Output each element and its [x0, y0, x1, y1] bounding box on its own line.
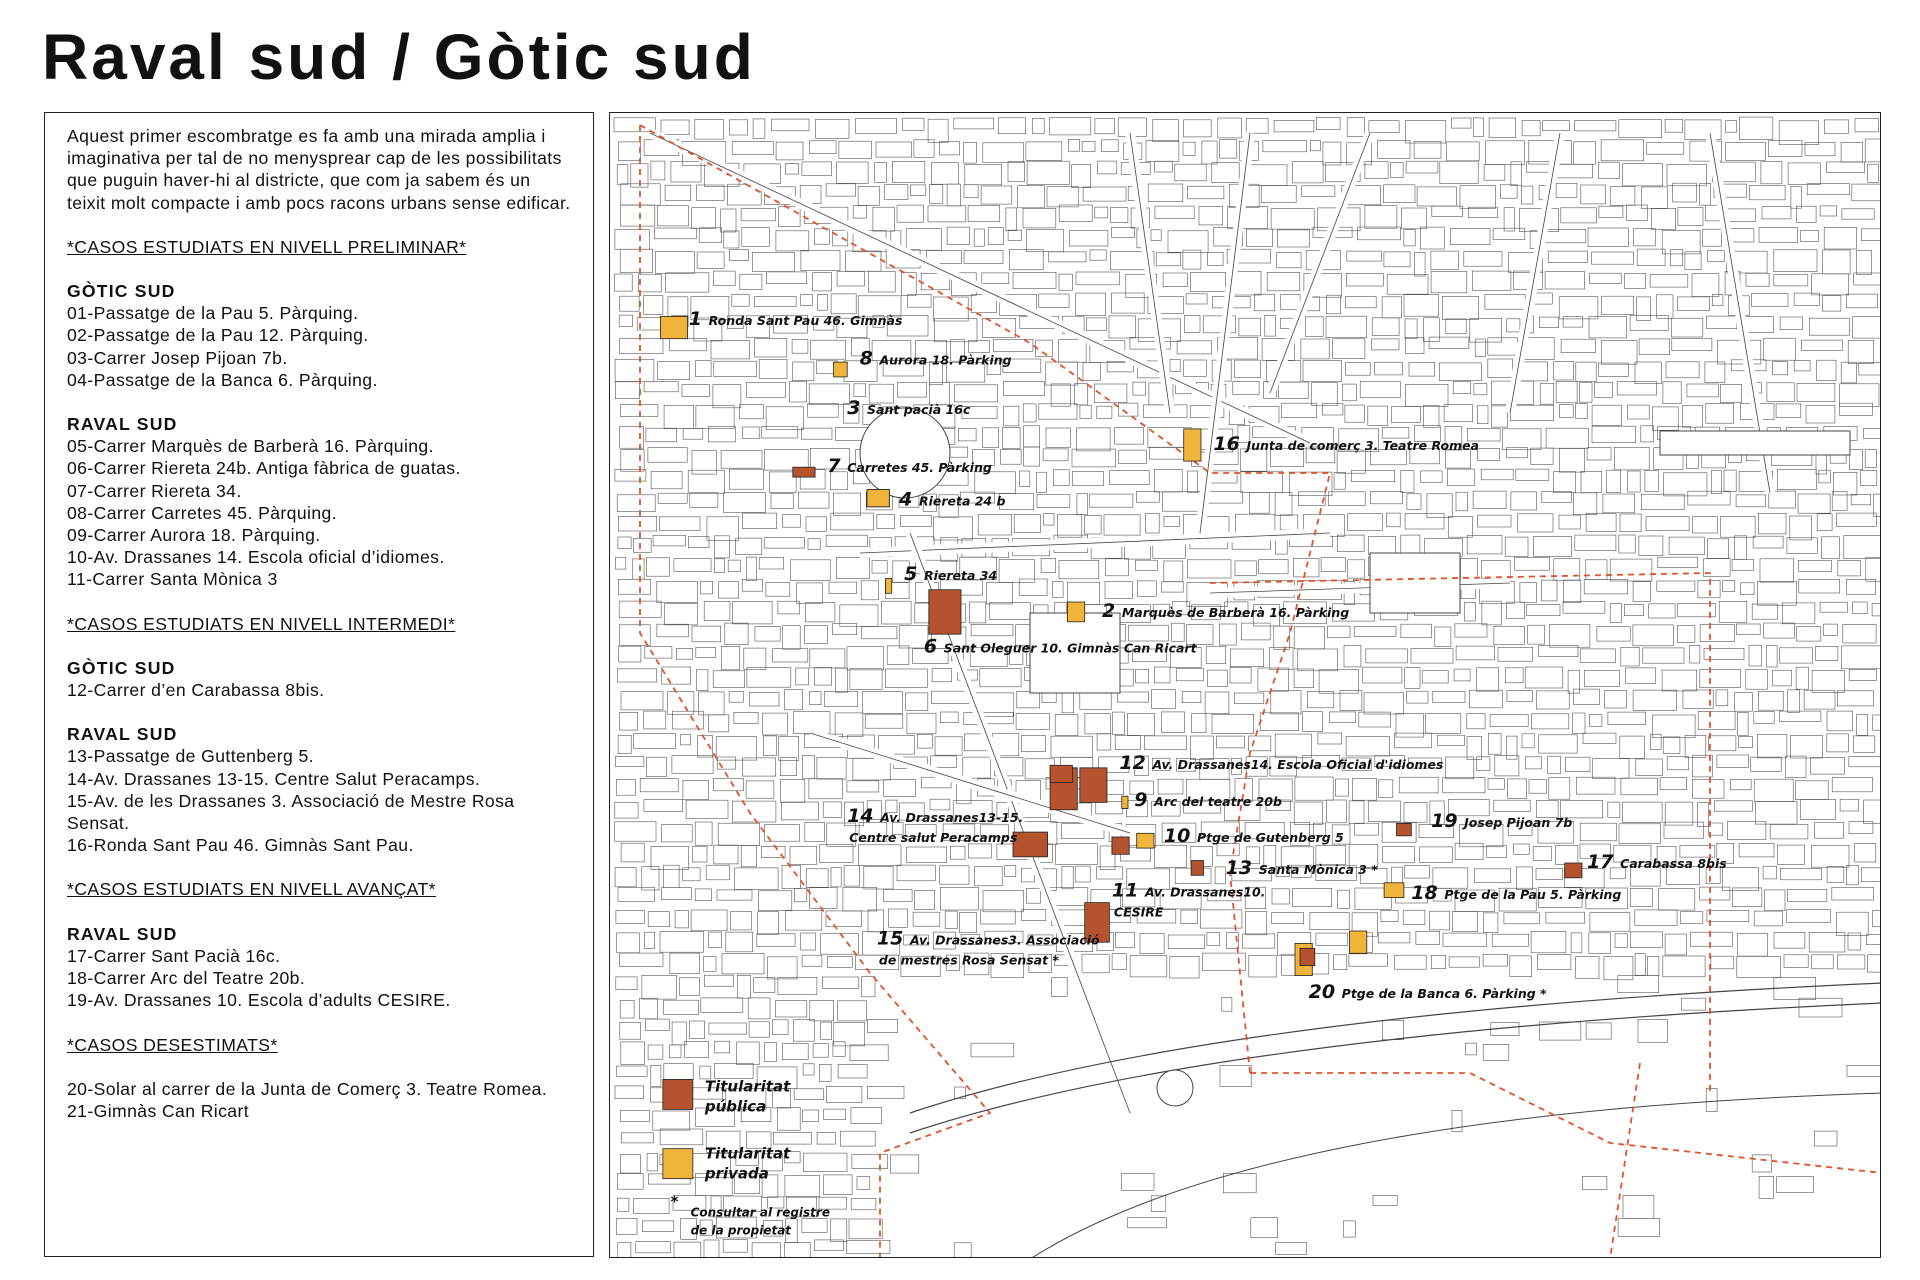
case-item: 08-Carrer Carretes 45. Pàrquing.	[67, 502, 337, 523]
site-marker-13	[1191, 861, 1203, 876]
legend-note-line2: de la propietat	[690, 1223, 792, 1238]
site-label-13: 13 Santa Mònica 3 *	[1225, 857, 1378, 880]
site-label-12: 12 Av. Drassanes14. Escola Oficial d'idiomes	[1119, 752, 1444, 774]
group-title: RAVAL SUD	[67, 923, 178, 944]
site-label-7: 7 Carretes 45. Pàrking	[827, 455, 992, 478]
site-marker-14	[1013, 832, 1048, 857]
site-marker-10	[1137, 833, 1154, 848]
site-label-11: 11 Av. Drassanes10.	[1111, 879, 1266, 902]
legend-private-label: Titularitat	[704, 1144, 791, 1163]
map-panel[interactable]	[609, 112, 1881, 1258]
site-marker-10b	[1112, 837, 1129, 854]
case-item: 12-Carrer d’en Carabassa 8bis.	[67, 680, 325, 701]
case-item: 02-Passatge de la Pau 12. Pàrquing.	[67, 325, 369, 346]
group-title: GÒTIC SUD	[67, 657, 176, 678]
case-item: 07-Carrer Riereta 34.	[67, 480, 242, 501]
case-item: 06-Carrer Riereta 24b. Antiga fàbrica de guatas.	[67, 458, 461, 479]
case-item: 03-Carrer Josep Pijoan 7b.	[67, 347, 288, 368]
case-item: 15-Av. de les Drassanes 3. Associació de Mestre Rosa Sensat.	[67, 790, 515, 834]
site-label-15: 15 Av. Drassanes3. Associació	[876, 927, 1100, 950]
site-label-10: 10 Ptge de Gutenberg 5	[1163, 825, 1344, 847]
site-label-8: 8 Aurora 18. Pàrking	[859, 347, 1012, 370]
site-marker-8	[834, 362, 848, 377]
case-item: 05-Carrer Marquès de Barberà 16. Pàrquing.	[67, 436, 434, 457]
section-title: *CASOS ESTUDIATS EN NIVELL INTERMEDI*	[67, 613, 456, 634]
site-label-16: 16 Junta de comerç 3. Teatre Romea	[1213, 432, 1480, 455]
case-sections	[67, 236, 571, 1122]
street-map[interactable]	[610, 113, 1881, 1258]
case-item: 17-Carrer Sant Pacià 16c.	[67, 945, 281, 966]
site-label-18: 18 Ptge de la Pau 5. Pàrking	[1411, 881, 1622, 904]
site-marker-9	[1122, 796, 1128, 808]
legend-star: *	[670, 1192, 679, 1211]
site-marker-17	[1565, 863, 1582, 878]
site-label-6: 6 Sant Oleguer 10. Gimnàs Can Ricart	[923, 635, 1197, 658]
case-group	[67, 280, 571, 391]
case-item: 20-Solar al carrer de la Junta de Comerç 3. Teatre Romea.	[67, 1078, 548, 1099]
site-marker-16	[1184, 429, 1201, 461]
section-title: *CASOS ESTUDIATS EN NIVELL PRELIMINAR*	[67, 236, 467, 257]
section-title: *CASOS DESESTIMATS*	[67, 1034, 278, 1055]
case-group	[67, 1078, 571, 1122]
site-label-11-line2: CESIRE	[1113, 904, 1164, 920]
legend-public-label: Titularitat	[704, 1077, 791, 1096]
case-item: 13-Passatge de Guttenberg 5.	[67, 746, 314, 767]
site-label-14-line2: Centre salut Peracamps	[849, 830, 1018, 846]
site-label-1: 1 Ronda Sant Pau 46. Gimnàs	[688, 308, 903, 330]
site-marker-1	[660, 316, 687, 338]
site-label-3: 3 Sant pacià 16c	[847, 397, 971, 420]
case-item: 19-Av. Drassanes 10. Escola d’adults CESIRE.	[67, 990, 451, 1011]
legend-private-label-2: privada	[704, 1164, 769, 1183]
case-item: 10-Av. Drassanes 14. Escola oficial d’idiomes.	[67, 547, 445, 568]
site-label-2: 2 Marquès de Barberà 16. Pàrking	[1102, 599, 1350, 622]
case-item: 14-Av. Drassanes 13-15. Centre Salut Peracamps.	[67, 768, 481, 789]
map-legend	[663, 1077, 830, 1237]
legend-public-label-2: pública	[704, 1097, 767, 1116]
site-marker-7	[793, 467, 815, 477]
site-marker-5	[886, 579, 892, 594]
case-group	[67, 923, 571, 1012]
site-label-14: 14 Av. Drassanes13-15.	[847, 805, 1024, 828]
legend-public-swatch	[663, 1079, 693, 1109]
legend-private-swatch	[663, 1149, 693, 1179]
site-marker-19	[1397, 823, 1412, 835]
case-item: 04-Passatge de la Banca 6. Pàrquing.	[67, 369, 378, 390]
section-title: *CASOS ESTUDIATS EN NIVELL AVANÇAT*	[67, 879, 436, 900]
case-item: 09-Carrer Aurora 18. Pàrquing.	[67, 525, 321, 546]
major-streets	[650, 133, 1881, 1258]
case-item: 01-Passatge de la Pau 5. Pàrquing.	[67, 303, 359, 324]
site-label-19: 19 Josep Pijoan 7b	[1431, 810, 1573, 833]
case-item: 11-Carrer Santa Mònica 3	[67, 569, 278, 590]
site-marker-12c	[1080, 768, 1107, 803]
site-marker-12b	[1050, 765, 1072, 782]
case-group	[67, 723, 571, 856]
site-marker-4b	[867, 490, 889, 507]
group-title: RAVAL SUD	[67, 724, 178, 745]
site-marker-6	[929, 590, 961, 635]
site-label-4: 4 Riereta 24 b	[899, 488, 1006, 511]
group-title: GÒTIC SUD	[67, 281, 176, 302]
site-marker-20b	[1350, 931, 1367, 953]
case-group	[67, 657, 571, 701]
site-marker-20c	[1300, 948, 1315, 965]
case-group	[67, 413, 571, 591]
intro-paragraph: Aquest primer escombratge es fa amb una mirada amplia i imaginativa per tal de no menysprear cap de les possibilitats que puguin haver-hi al districte, que com ja sabem és un teixit molt compacte i amb pocs racons urbans sense edificar.	[67, 126, 571, 213]
city-blocks	[614, 117, 1881, 1258]
case-item: 18-Carrer Arc del Teatre 20b.	[67, 968, 306, 989]
page-title: Raval sud / Gòtic sud	[42, 21, 756, 93]
text-panel	[44, 112, 594, 1257]
site-marker-2	[1067, 602, 1084, 622]
site-label-9: 9 Arc del teatre 20b	[1134, 789, 1282, 812]
case-item: 16-Ronda Sant Pau 46. Gimnàs Sant Pau.	[67, 835, 414, 856]
site-label-20: 20 Ptge de la Banca 6. Pàrking *	[1308, 980, 1547, 1003]
site-marker-18	[1384, 883, 1404, 898]
site-labels	[689, 308, 1727, 1003]
case-item: 21-Gimnàs Can Ricart	[67, 1100, 250, 1121]
site-label-17: 17 Carabassa 8bis	[1587, 850, 1727, 873]
site-label-5: 5 Riereta 34	[904, 562, 998, 585]
legend-note-line1: Consultar al registre	[690, 1205, 830, 1220]
site-label-15-line2: de mestres Rosa Sensat *	[878, 952, 1059, 968]
group-title: RAVAL SUD	[67, 414, 178, 435]
